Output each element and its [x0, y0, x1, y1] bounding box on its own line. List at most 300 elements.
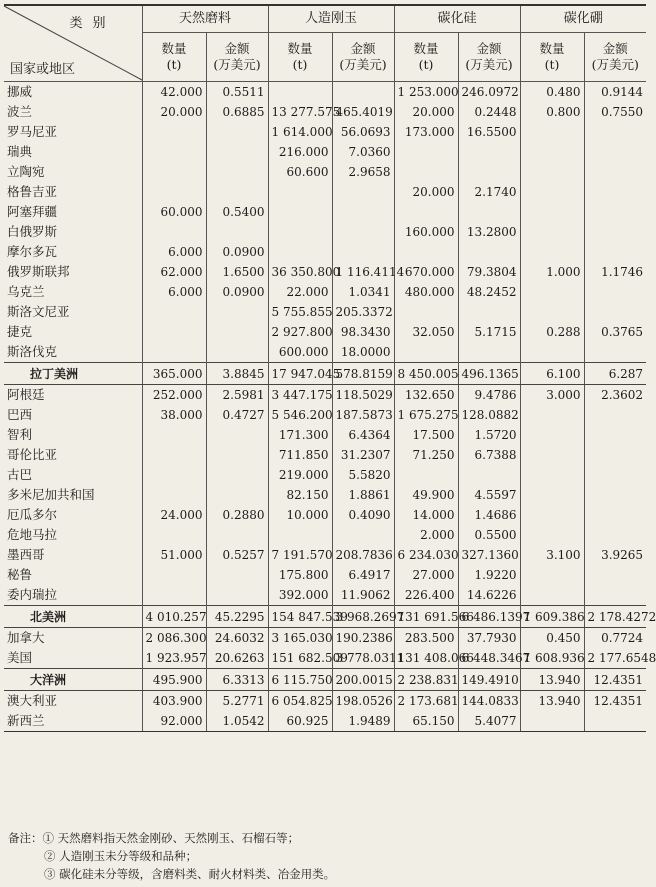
value-cell: 3 968.2697: [332, 606, 394, 628]
quantity-cell: [520, 525, 584, 545]
quantity-cell: 5 546.200: [268, 405, 332, 425]
quantity-cell: [142, 322, 206, 342]
value-cell: 0.2880: [206, 505, 268, 525]
value-cell: [584, 585, 646, 606]
country-name: 委内瑞拉: [7, 587, 58, 602]
footnote-1: 备注：① 天然磨料指天然金刚砂、天然刚玉、石榴石等；: [8, 831, 300, 845]
value-cell: 5.1715: [458, 322, 520, 342]
quantity-cell: [142, 445, 206, 465]
country-name: 智利: [7, 427, 33, 442]
sub-header-qty: [394, 33, 458, 82]
quantity-cell: 151 682.509: [268, 648, 332, 669]
value-cell: 2.9658: [332, 162, 394, 182]
quantity-cell: 20.000: [394, 102, 458, 122]
quantity-cell: 1 609.386: [520, 606, 584, 628]
quantity-cell: 3 447.175: [268, 385, 332, 406]
quantity-cell: 600.000: [268, 342, 332, 363]
table-row: [4, 648, 646, 669]
value-cell: 3.8845: [206, 363, 268, 385]
table-row: [4, 691, 646, 712]
quantity-cell: [142, 142, 206, 162]
value-cell: [332, 182, 394, 202]
value-cell: 6.287: [584, 363, 646, 385]
table-row: [4, 282, 646, 302]
value-cell: [584, 142, 646, 162]
sub-header-qty-unit: (t): [544, 57, 560, 72]
header-category-label: 类别: [69, 16, 116, 31]
group-header-boron-carbide: 碳化硼: [520, 5, 646, 33]
country-name: 新西兰: [4, 711, 142, 732]
quantity-cell: 3.000: [520, 385, 584, 406]
table-row: [4, 222, 646, 242]
quantity-cell: 6 234.030: [394, 545, 458, 565]
value-cell: 24.6032: [206, 628, 268, 649]
value-cell: 4.5597: [458, 485, 520, 505]
table-row: [4, 122, 646, 142]
quantity-cell: 1 608.936: [520, 648, 584, 669]
quantity-cell: [394, 302, 458, 322]
quantity-cell: 10.000: [268, 505, 332, 525]
quantity-cell: [520, 182, 584, 202]
value-cell: 0.5257: [206, 545, 268, 565]
sub-header-value: [206, 33, 268, 82]
group-header-artificial-corundum: 人造刚玉: [268, 5, 394, 33]
quantity-cell: [520, 445, 584, 465]
quantity-cell: [520, 405, 584, 425]
quantity-cell: 13.940: [520, 669, 584, 691]
value-cell: 5.2771: [206, 691, 268, 712]
value-cell: 0.7724: [584, 628, 646, 649]
value-cell: 149.4910: [458, 669, 520, 691]
quantity-cell: 36 350.800: [268, 262, 332, 282]
value-cell: 12.4351: [584, 669, 646, 691]
sub-header-value-unit: (万美元): [213, 57, 261, 72]
value-cell: 1.9220: [458, 565, 520, 585]
country-name: 墨西哥: [7, 547, 45, 562]
value-cell: 6 448.3467: [458, 648, 520, 669]
quantity-cell: 132.650: [394, 385, 458, 406]
quantity-cell: 131 408.066: [394, 648, 458, 669]
value-cell: 205.3372: [332, 302, 394, 322]
quantity-cell: 711.850: [268, 445, 332, 465]
table-row: [4, 182, 646, 202]
country-name: 美国: [7, 650, 33, 665]
table-row: [4, 485, 646, 505]
sub-header-qty-unit: (t): [166, 57, 182, 72]
quantity-cell: 226.400: [394, 585, 458, 606]
quantity-cell: [520, 485, 584, 505]
table-row: [4, 82, 646, 103]
quantity-cell: [142, 465, 206, 485]
quantity-cell: 27.000: [394, 565, 458, 585]
value-cell: [584, 222, 646, 242]
value-cell: [584, 405, 646, 425]
value-cell: [206, 525, 268, 545]
sub-header-qty-label: 数量: [161, 41, 187, 56]
quantity-cell: 60.000: [142, 202, 206, 222]
sub-header-value: [458, 33, 520, 82]
value-cell: 14.6226: [458, 585, 520, 606]
value-cell: 200.0015: [332, 669, 394, 691]
value-cell: [332, 222, 394, 242]
quantity-cell: 173.000: [394, 122, 458, 142]
header-corner-cell: [4, 5, 142, 82]
quantity-cell: 2.000: [394, 525, 458, 545]
quantity-cell: [394, 465, 458, 485]
quantity-cell: [520, 585, 584, 606]
value-cell: [206, 302, 268, 322]
quantity-cell: 1 675.275: [394, 405, 458, 425]
country-name: 阿根廷: [7, 387, 45, 402]
quantity-cell: [394, 142, 458, 162]
quantity-cell: 82.150: [268, 485, 332, 505]
table-row: [4, 342, 646, 363]
value-cell: [206, 342, 268, 363]
sub-header-qty: [142, 33, 206, 82]
quantity-cell: [394, 162, 458, 182]
quantity-cell: 38.000: [142, 405, 206, 425]
quantity-cell: 60.925: [268, 711, 332, 732]
quantity-cell: [520, 465, 584, 485]
value-cell: [584, 162, 646, 182]
value-cell: 0.5511: [206, 82, 268, 103]
value-cell: [458, 342, 520, 363]
quantity-cell: 2 086.300: [142, 628, 206, 649]
group-header-natural-abrasive: 天然磨料: [142, 5, 268, 33]
quantity-cell: 22.000: [268, 282, 332, 302]
value-cell: 20.6263: [206, 648, 268, 669]
sub-header-value-unit: (万美元): [339, 57, 387, 72]
table-row: [4, 242, 646, 262]
value-cell: [584, 342, 646, 363]
quantity-cell: [520, 425, 584, 445]
quantity-cell: [142, 565, 206, 585]
quantity-cell: 60.600: [268, 162, 332, 182]
value-cell: 2 177.6548: [584, 648, 646, 669]
table-row: [4, 711, 646, 732]
value-cell: [206, 585, 268, 606]
country-name: 秘鲁: [7, 567, 33, 582]
value-cell: [584, 122, 646, 142]
quantity-cell: 216.000: [268, 142, 332, 162]
value-cell: 6.4364: [332, 425, 394, 445]
value-cell: [458, 242, 520, 262]
table-row: [4, 545, 646, 565]
value-cell: 6.4917: [332, 565, 394, 585]
quantity-cell: 1.000: [520, 262, 584, 282]
value-cell: 18.0000: [332, 342, 394, 363]
value-cell: 0.2448: [458, 102, 520, 122]
value-cell: [584, 425, 646, 445]
table-row: [4, 585, 646, 606]
quantity-cell: [520, 565, 584, 585]
quantity-cell: 3.100: [520, 545, 584, 565]
value-cell: [332, 82, 394, 103]
value-cell: 7.0360: [332, 142, 394, 162]
quantity-cell: 14.000: [394, 505, 458, 525]
quantity-cell: 171.300: [268, 425, 332, 445]
quantity-cell: 3 165.030: [268, 628, 332, 649]
value-cell: 16.5500: [458, 122, 520, 142]
quantity-cell: 1 253.000: [394, 82, 458, 103]
value-cell: [332, 242, 394, 262]
value-cell: [458, 302, 520, 322]
value-cell: [584, 711, 646, 732]
quantity-cell: [394, 242, 458, 262]
table-row: [4, 628, 646, 649]
country-name: 厄瓜多尔: [7, 507, 58, 522]
table-row: [4, 162, 646, 182]
table-row: [4, 525, 646, 545]
quantity-cell: 670.000: [394, 262, 458, 282]
footnote-2: ② 人造刚玉未分等级和品种；: [44, 849, 198, 863]
quantity-cell: 49.900: [394, 485, 458, 505]
quantity-cell: [142, 585, 206, 606]
value-cell: [206, 162, 268, 182]
value-cell: [584, 282, 646, 302]
country-name: 波兰: [7, 104, 33, 119]
quantity-cell: 6 115.750: [268, 669, 332, 691]
table-row: [4, 425, 646, 445]
country-name: 白俄罗斯: [7, 224, 58, 239]
country-name: 捷克: [7, 324, 33, 339]
value-cell: 0.3765: [584, 322, 646, 342]
value-cell: 6.3313: [206, 669, 268, 691]
value-cell: 45.2295: [206, 606, 268, 628]
table-row: [4, 385, 646, 406]
sub-header-qty-unit: (t): [418, 57, 434, 72]
sub-header-value: [584, 33, 646, 82]
value-cell: [332, 525, 394, 545]
quantity-cell: 6.000: [142, 282, 206, 302]
value-cell: 0.0900: [206, 242, 268, 262]
value-cell: 118.5029: [332, 385, 394, 406]
quantity-cell: 65.150: [394, 711, 458, 732]
value-cell: 1 116.4114: [332, 262, 394, 282]
value-cell: 190.2386: [332, 628, 394, 649]
quantity-cell: 24.000: [142, 505, 206, 525]
value-cell: 0.0900: [206, 282, 268, 302]
header-country-label: 国家或地区: [10, 62, 76, 77]
quantity-cell: [520, 202, 584, 222]
table-row: [4, 262, 646, 282]
sub-header-value-label: 金额: [602, 41, 628, 56]
value-cell: 1.5720: [458, 425, 520, 445]
quantity-cell: [268, 182, 332, 202]
value-cell: [584, 465, 646, 485]
quantity-cell: 1 614.000: [268, 122, 332, 142]
value-cell: 2 178.4272: [584, 606, 646, 628]
value-cell: [206, 425, 268, 445]
region-name: 北美洲: [4, 606, 142, 628]
quantity-cell: 8 450.005: [394, 363, 458, 385]
table-row: [4, 565, 646, 585]
quantity-cell: 154 847.539: [268, 606, 332, 628]
quantity-cell: [268, 242, 332, 262]
quantity-cell: 7 191.570: [268, 545, 332, 565]
table-body: [4, 82, 656, 732]
value-cell: 9.4786: [458, 385, 520, 406]
value-cell: 1.6500: [206, 262, 268, 282]
value-cell: 3.9265: [584, 545, 646, 565]
quantity-cell: 20.000: [394, 182, 458, 202]
value-cell: [206, 182, 268, 202]
value-cell: [206, 142, 268, 162]
quantity-cell: 283.500: [394, 628, 458, 649]
country-name: 挪威: [7, 84, 33, 99]
quantity-cell: 17.500: [394, 425, 458, 445]
value-cell: 0.9144: [584, 82, 646, 103]
quantity-cell: [520, 242, 584, 262]
value-cell: 0.5500: [458, 525, 520, 545]
import-data-table: [4, 4, 656, 732]
value-cell: [206, 222, 268, 242]
quantity-cell: 0.800: [520, 102, 584, 122]
value-cell: 1.1746: [584, 262, 646, 282]
value-cell: 0.5400: [206, 202, 268, 222]
value-cell: 12.4351: [584, 691, 646, 712]
value-cell: 2.1740: [458, 182, 520, 202]
value-cell: 144.0833: [458, 691, 520, 712]
group-header-silicon-carbide: 碳化硅: [394, 5, 520, 33]
value-cell: [206, 322, 268, 342]
value-cell: [458, 162, 520, 182]
value-cell: [332, 202, 394, 222]
quantity-cell: [520, 162, 584, 182]
sub-header-value-label: 金额: [224, 41, 250, 56]
table-row: [4, 322, 646, 342]
value-cell: 31.2307: [332, 445, 394, 465]
sub-header-qty-label: 数量: [287, 41, 313, 56]
value-cell: 246.0972: [458, 82, 520, 103]
quantity-cell: [142, 122, 206, 142]
value-cell: 198.0526: [332, 691, 394, 712]
region-total-row: [4, 363, 646, 385]
quantity-cell: 6 054.825: [268, 691, 332, 712]
quantity-cell: [142, 485, 206, 505]
value-cell: 11.9062: [332, 585, 394, 606]
value-cell: 0.6885: [206, 102, 268, 122]
value-cell: [458, 465, 520, 485]
quantity-cell: [520, 302, 584, 322]
quantity-cell: 160.000: [394, 222, 458, 242]
quantity-cell: [394, 202, 458, 222]
quantity-cell: 1 923.957: [142, 648, 206, 669]
footnote-3: ③ 碳化硅未分等级，含磨料类、耐火材料类、冶金用类。: [44, 867, 336, 881]
value-cell: 13.2800: [458, 222, 520, 242]
value-cell: 1.0341: [332, 282, 394, 302]
country-name: 澳大利亚: [7, 693, 58, 708]
value-cell: 1.4686: [458, 505, 520, 525]
country-name: 阿塞拜疆: [7, 204, 58, 219]
country-name: 乌克兰: [7, 284, 45, 299]
value-cell: 0.4727: [206, 405, 268, 425]
quantity-cell: 32.050: [394, 322, 458, 342]
quantity-cell: [142, 525, 206, 545]
value-cell: 2.5981: [206, 385, 268, 406]
country-name: 格鲁吉亚: [7, 184, 58, 199]
value-cell: [584, 302, 646, 322]
country-name: 多米尼加共和国: [7, 487, 95, 502]
sub-header-value-label: 金额: [350, 41, 376, 56]
sub-header-qty-label: 数量: [413, 41, 439, 56]
value-cell: [584, 182, 646, 202]
region-total-row: [4, 669, 646, 691]
country-name: 俄罗斯联邦: [7, 264, 70, 279]
quantity-cell: 5 755.855: [268, 302, 332, 322]
value-cell: 3 778.0311: [332, 648, 394, 669]
sub-header-qty: [520, 33, 584, 82]
footnotes: [8, 829, 638, 883]
country-name: 加拿大: [7, 630, 45, 645]
quantity-cell: 403.900: [142, 691, 206, 712]
table-row: [4, 465, 646, 485]
value-cell: 2.3602: [584, 385, 646, 406]
value-cell: 578.8159: [332, 363, 394, 385]
quantity-cell: [142, 182, 206, 202]
quantity-cell: 4 010.257: [142, 606, 206, 628]
quantity-cell: 42.000: [142, 82, 206, 103]
quantity-cell: [520, 142, 584, 162]
value-cell: 5.5820: [332, 465, 394, 485]
quantity-cell: 20.000: [142, 102, 206, 122]
quantity-cell: [142, 342, 206, 363]
value-cell: [458, 202, 520, 222]
quantity-cell: [520, 342, 584, 363]
quantity-cell: 2 927.800: [268, 322, 332, 342]
quantity-cell: 6.100: [520, 363, 584, 385]
country-name: 斯洛伐克: [7, 344, 58, 359]
quantity-cell: [268, 82, 332, 103]
quantity-cell: 6.000: [142, 242, 206, 262]
quantity-cell: 92.000: [142, 711, 206, 732]
quantity-cell: 495.900: [142, 669, 206, 691]
quantity-cell: [520, 282, 584, 302]
table-row: [4, 505, 646, 525]
value-cell: 48.2452: [458, 282, 520, 302]
quantity-cell: [520, 711, 584, 732]
quantity-cell: [268, 525, 332, 545]
quantity-cell: [142, 162, 206, 182]
region-total-row: [4, 606, 646, 628]
value-cell: [584, 565, 646, 585]
sub-header-value-label: 金额: [476, 41, 502, 56]
value-cell: 1.9489: [332, 711, 394, 732]
table-row: [4, 202, 646, 222]
value-cell: [584, 505, 646, 525]
country-name: 危地马拉: [7, 527, 58, 542]
country-name: 瑞典: [7, 144, 33, 159]
value-cell: [206, 485, 268, 505]
quantity-cell: 13 277.575: [268, 102, 332, 122]
table-row: [4, 142, 646, 162]
quantity-cell: [394, 342, 458, 363]
quantity-cell: [142, 425, 206, 445]
sub-header-qty-unit: (t): [292, 57, 308, 72]
table-row: [4, 405, 646, 425]
quantity-cell: [142, 302, 206, 322]
quantity-cell: 62.000: [142, 262, 206, 282]
quantity-cell: 0.288: [520, 322, 584, 342]
value-cell: 6 486.1397: [458, 606, 520, 628]
quantity-cell: 0.450: [520, 628, 584, 649]
value-cell: 6.7388: [458, 445, 520, 465]
country-name: 古巴: [7, 467, 33, 482]
quantity-cell: 2 173.681: [394, 691, 458, 712]
country-name: 摩尔多瓦: [7, 244, 58, 259]
quantity-cell: 131 691.566: [394, 606, 458, 628]
quantity-cell: 2 238.831: [394, 669, 458, 691]
